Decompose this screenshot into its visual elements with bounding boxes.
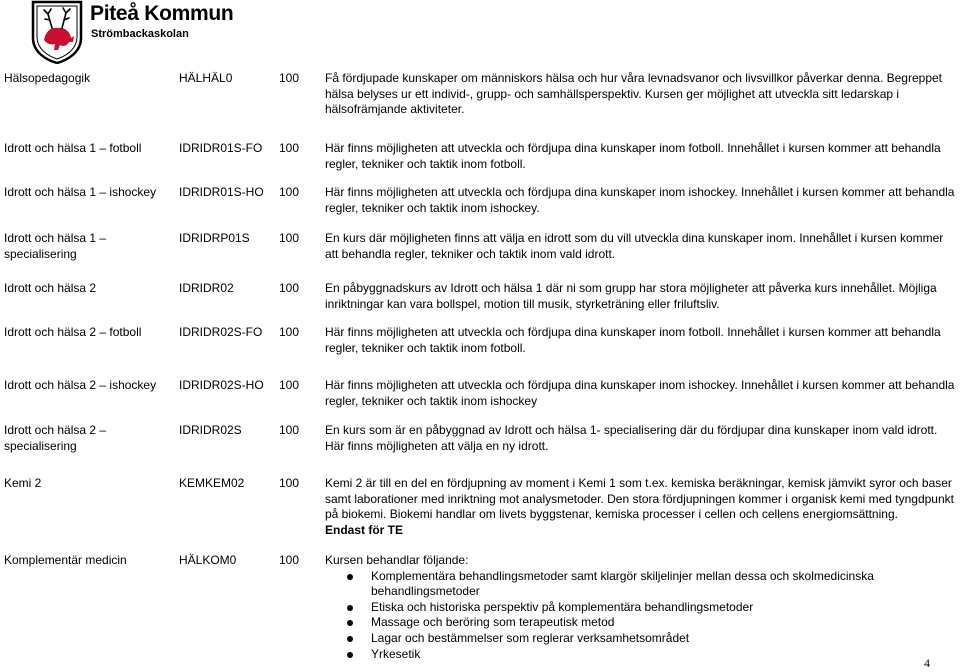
course-points: 100 [279,423,300,437]
course-points: 100 [279,185,300,199]
course-name: Idrott och hälsa 2 – fotboll [4,325,142,339]
course-name: Idrott och hälsa 1 – ishockey [4,185,157,199]
course-code: IDRIDR01S-FO [179,141,263,155]
table-row [0,423,960,476]
course-description: Kursen behandlar följande: [325,553,469,567]
course-code: IDRIDR02S-HO [179,378,264,392]
list-item: Komplementära behandlingsmetoder samt klargör skiljelinjer mellan dessa och skolmedicinska behandlingsmetoder [371,569,956,600]
course-code: IDRIDR02S-FO [179,325,263,339]
course-table [0,71,960,662]
table-row [0,476,960,553]
course-code: KEMKEM02 [179,476,245,490]
list-item: Etiska och historiska perspektiv på komplementära behandlingsmetoder [371,600,956,616]
course-description: Kemi 2 är till en del en fördjupning av moment i Kemi 1 som t.ex. kemiska beräkningar, kemisk jämvikt syror och baser samt laborationer med inriktning mot analysmetoder. Den stora fördjupningen kommer i organisk kemi med tyngdpunkt på biokemi. Biokemi handlar om livets byggstenar, kemiska processer i cellen och cellens energiomsättning. [325,476,954,522]
course-name: Idrott och hälsa 1 – specialisering [4,231,107,261]
table-row [0,325,960,378]
course-code: IDRIDR02 [179,281,234,295]
course-points: 100 [279,231,300,245]
list-item: Massage och beröring som terapeutisk metod [371,615,956,631]
topic-list [325,569,956,663]
course-code: IDRIDRP01S [179,231,250,245]
course-description: Här finns möjligheten att utveckla och fördjupa dina kunskaper inom ishockey. Innehållet i kursen kommer att behandla regler, tekniker och taktik inom ishockey [325,378,955,408]
page-number: 4 [924,656,930,670]
list-item: Lagar och bestämmelser som reglerar verksamhetsområdet [371,631,956,647]
course-description: Här finns möjligheten att utveckla och fördjupa dina kunskaper inom fotboll. Innehållet i kursen kommer att behandla regler, tekniker och taktik inom fotboll. [325,325,941,355]
course-code: IDRIDR01S-HO [179,185,264,199]
reindeer-crest-icon [30,0,84,64]
table-row [0,185,960,231]
course-points: 100 [279,553,300,567]
course-name: Idrott och hälsa 2 – specialisering [4,423,107,453]
course-name: Komplementär medicin [4,553,127,567]
table-row [0,281,960,325]
course-points: 100 [279,281,300,295]
course-description: Här finns möjligheten att utveckla och fördjupa dina kunskaper inom ishockey. Innehållet i kursen kommer att behandla regler, tekniker och taktik inom ishockey. [325,185,955,215]
course-points: 100 [279,141,300,155]
table-row [0,71,960,141]
course-points: 100 [279,476,300,490]
course-name: Hälsopedagogik [4,71,91,85]
table-row [0,141,960,185]
course-name: Idrott och hälsa 2 [4,281,97,295]
course-points: 100 [279,378,300,392]
course-description: En påbyggnadskurs av Idrott och hälsa 1 där ni som grupp har stora möjligheter att påverka kurs innehållet. Möjliga inriktningar kan vara bollspel, motion till musik, styrketräning eller friluftsliv. [325,281,937,311]
organization-name: Piteå Kommun [90,2,234,25]
table-row [0,553,960,662]
table-row [0,231,960,281]
course-note: Endast för TE [325,522,404,537]
course-code: HÄLHÄL0 [179,71,233,85]
course-code: IDRIDR02S [179,423,242,437]
course-name: Kemi 2 [4,476,42,490]
course-description-cell [321,553,960,662]
course-name: Idrott och hälsa 1 – fotboll [4,141,142,155]
course-points: 100 [279,325,300,339]
course-description: En kurs som är en påbyggnad av Idrott och hälsa 1- specialisering där du fördjupar dina kunskaper inom vald idrott. Här finns möjligheten att välja en ny idrott. [325,423,938,453]
course-description: Här finns möjligheten att utveckla och fördjupa dina kunskaper inom fotboll. Innehållet i kursen kommer att behandla regler, tekniker och taktik inom fotboll. [325,141,941,171]
page-header [30,0,430,66]
course-points: 100 [279,71,300,85]
school-name: Strömbackaskolan [91,28,189,40]
course-description: En kurs där möjligheten finns att välja en idrott som du vill utveckla dina kunskaper inom. Innehållet i kursen kommer att behandla regler, tekniker och taktik inom vald idrott. [325,231,944,261]
course-description: Få fördjupade kunskaper om människors hälsa och hur våra levnadsvanor och livsvillkor påverkar denna. Begreppet hälsa belyses ur ett individ-, grupp- och samhällsperspektiv. Kursen ger möjlighet att utveckla sitt ledarskap i hälsofrämjande aktiviteter. [325,71,942,117]
course-code: HÄLKOM0 [179,553,237,567]
course-name: Idrott och hälsa 2 – ishockey [4,378,157,392]
table-row [0,378,960,423]
course-description-cell [321,476,960,553]
list-item: Yrkesetik [371,647,956,663]
